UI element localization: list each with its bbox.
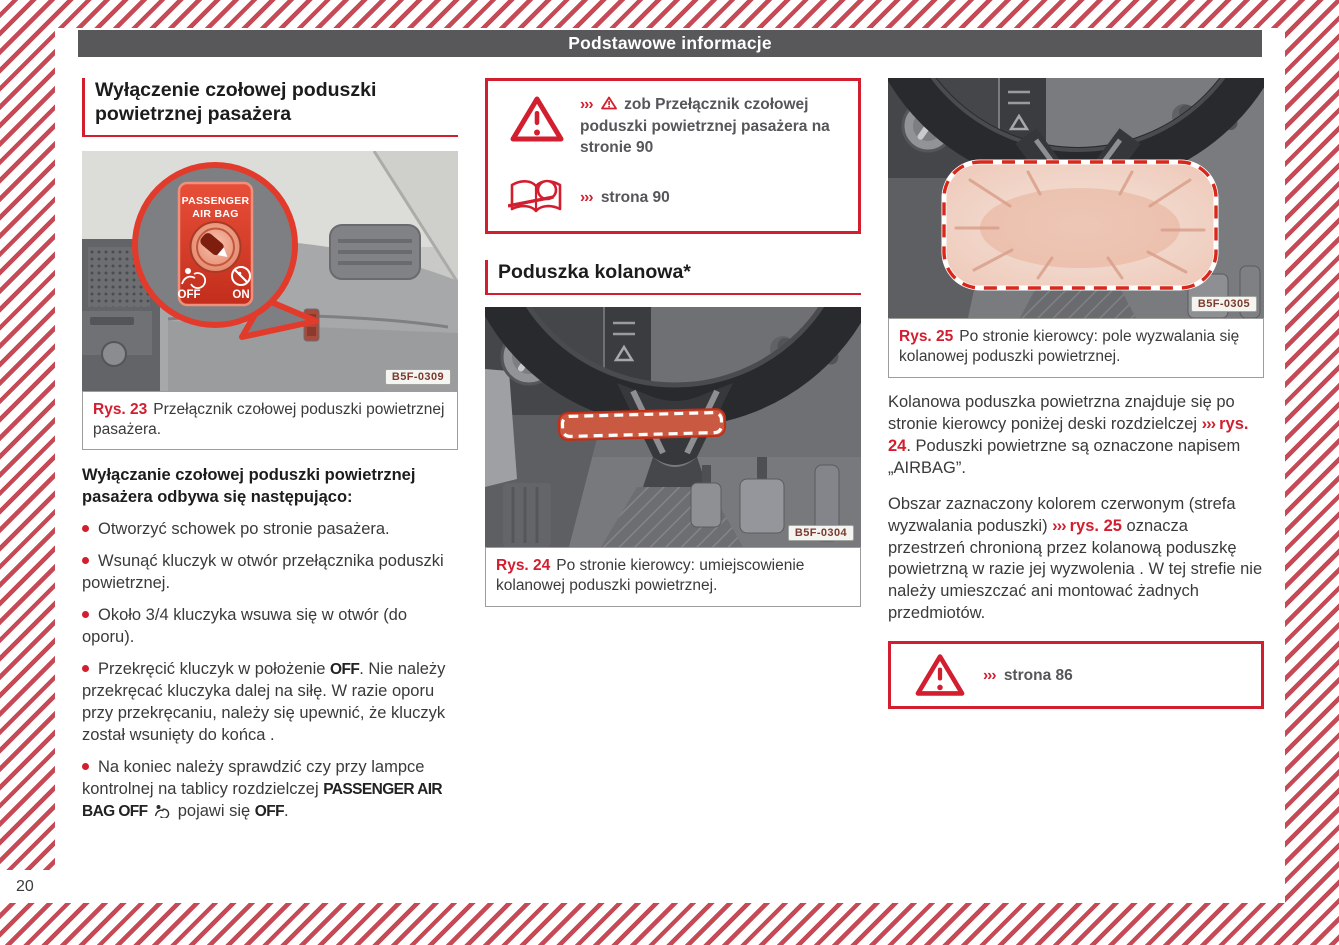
procedure-intro: Wyłączanie czołowej poduszki powietrznej pasażera odbywa się następująco: [82, 466, 416, 506]
dashboard-illustration [82, 151, 458, 391]
figure-25-knee-airbag-zone [888, 78, 1264, 318]
page-number-value: 20 [16, 877, 34, 895]
figure-25-ref: Rys. 25 [899, 328, 954, 345]
bullet-dot-icon [82, 665, 89, 672]
figure-23-ref: Rys. 23 [93, 400, 148, 418]
bullet-dot-icon [82, 611, 89, 618]
list-item [82, 659, 458, 747]
figure-24-ref: Rys. 24 [496, 556, 551, 574]
reference-chevrons: ››› [580, 189, 593, 207]
paragraph-text: Obszar zaznaczony kolorem czerwonym (strefa wyzwalania poduszki) [888, 494, 1236, 535]
page-reference-text: strona 90 [600, 189, 670, 207]
deployment-zone-illustration [888, 78, 1264, 318]
bullet-dot-icon [82, 557, 89, 564]
knee-airbag-zone-marker [559, 409, 726, 440]
figure-reference: rys. 25 [1069, 516, 1122, 535]
page-content [55, 28, 1285, 903]
figure-24-caption [485, 547, 861, 607]
figure-23-caption [82, 391, 458, 451]
figure-25-caption-text: Po stronie kierowcy: pole wyzwalania się kolanowej poduszki powietrznej. [899, 328, 1240, 366]
warning-triangle-inline-icon [601, 96, 617, 110]
warning-icon-cell [897, 652, 983, 698]
switch-off-label: OFF [177, 288, 201, 301]
reference-chevrons: ››› [983, 667, 996, 685]
knee-airbag-paragraph-2 [888, 494, 1264, 626]
figure-23-caption-text: Przełącznik czołowej poduszki powietrznej pasażera. [93, 400, 445, 439]
switch-title-line1: PASSENGER [181, 194, 250, 207]
warning-row [494, 92, 846, 159]
warning-triangle-icon [509, 94, 565, 144]
paragraph-text: . Poduszki powietrzne są oznaczone napisem „AIRBAG”. [888, 436, 1241, 477]
figure-24-knee-airbag-location [485, 307, 861, 547]
column-right [888, 78, 1264, 709]
step-text: Wsunąć kluczyk w otwór przełącznika poduszki powietrznej. [82, 552, 444, 593]
step-text: Na koniec należy sprawdzić czy przy lampce kontrolnej na tablicy rozdzielczej [82, 757, 425, 798]
passenger-airbag-off-indicator-icon [154, 803, 171, 818]
paragraph-text: oznacza przestrzeń chronioną przez kolanową poduszkę powietrzną w razie jej wyzwolenia . W tej strefie nie należy umieszczać ani montować żadnych przedmiotów. [888, 516, 1263, 623]
warning-text [580, 185, 670, 209]
reference-chevrons: ››› [1052, 516, 1066, 535]
warning-page-reference-box [888, 641, 1264, 709]
figure-reference: rys. 24 [888, 414, 1249, 455]
step-text: . [283, 801, 289, 820]
knee-airbag-deployment-zone-marker [944, 162, 1216, 288]
figure-25-caption [888, 318, 1264, 378]
off-position-label: OFF [330, 661, 360, 679]
procedure-steps-list [82, 519, 458, 822]
warning-reference-box [485, 78, 861, 234]
warning-text [580, 92, 846, 159]
page-reference-text: strona 86 [1003, 667, 1073, 685]
switch-on-label: ON [232, 288, 250, 301]
passenger-airbag-off-lamp-label: PASSENGER AIR BAG OFF [82, 780, 443, 820]
warning-triangle-icon [914, 652, 966, 698]
list-item [82, 551, 458, 595]
page-header-bar [78, 30, 1262, 57]
reference-chevrons: ››› [1201, 414, 1216, 433]
step-text: pojawi się [173, 801, 255, 820]
figure-23-passenger-airbag-switch [82, 151, 458, 391]
reference-chevrons: ››› [580, 96, 593, 113]
list-item [82, 519, 458, 541]
paragraph-text: Kolanowa poduszka powietrzna znajduje się po stronie kierowcy poniżej deski rozdzielczej [888, 392, 1235, 433]
section-heading-passenger-airbag: Wyłączenie czołowej poduszki powietrznej pasażera [82, 78, 458, 137]
page-number [0, 870, 58, 903]
knee-airbag-paragraph-1 [888, 392, 1264, 480]
figure-24-caption-text: Po stronie kierowcy: umiejscowienie kolanowej poduszki powietrznej. [496, 556, 805, 595]
column-left [82, 78, 458, 833]
switch-title-line2: AIR BAG [192, 207, 239, 220]
figure-code-label: B5F-0304 [788, 525, 854, 541]
bullet-dot-icon [82, 525, 89, 532]
warning-row [494, 175, 846, 219]
step-text: . Nie należy przekręcać kluczyka dalej na siłę. W razie oporu przy przekręcaniu, należy się upewnić, że kluczyk został wsunięty do końca . [82, 660, 446, 744]
book-icon-cell [494, 175, 580, 219]
list-item [82, 605, 458, 649]
warning-icon-cell [494, 92, 580, 144]
book-reference-icon [508, 177, 566, 219]
figure-code-label: B5F-0309 [385, 369, 451, 385]
column-middle [485, 78, 861, 607]
list-item [82, 757, 458, 823]
page-header-title: Podstawowe informacje [568, 33, 772, 53]
figure-code-label: B5F-0305 [1191, 296, 1257, 312]
step-text: Około 3/4 kluczyka wsuwa się w otwór (do oporu). [82, 606, 408, 647]
footwell-illustration [485, 307, 861, 547]
section-heading-knee-airbag: Poduszka kolanowa* [485, 260, 861, 295]
step-text: Przekręcić kluczyk w położenie [98, 660, 330, 679]
warning-reference-text: zob Przełącznik czołowej poduszki powietrznej pasażera na stronie 90 [580, 96, 830, 157]
bullet-dot-icon [82, 763, 89, 770]
passenger-airbag-switch-graphic [178, 183, 253, 305]
warning-text [983, 663, 1073, 687]
off-indicator-label: OFF [254, 802, 284, 820]
step-text: Otworzyć schowek po stronie pasażera. [98, 520, 390, 539]
